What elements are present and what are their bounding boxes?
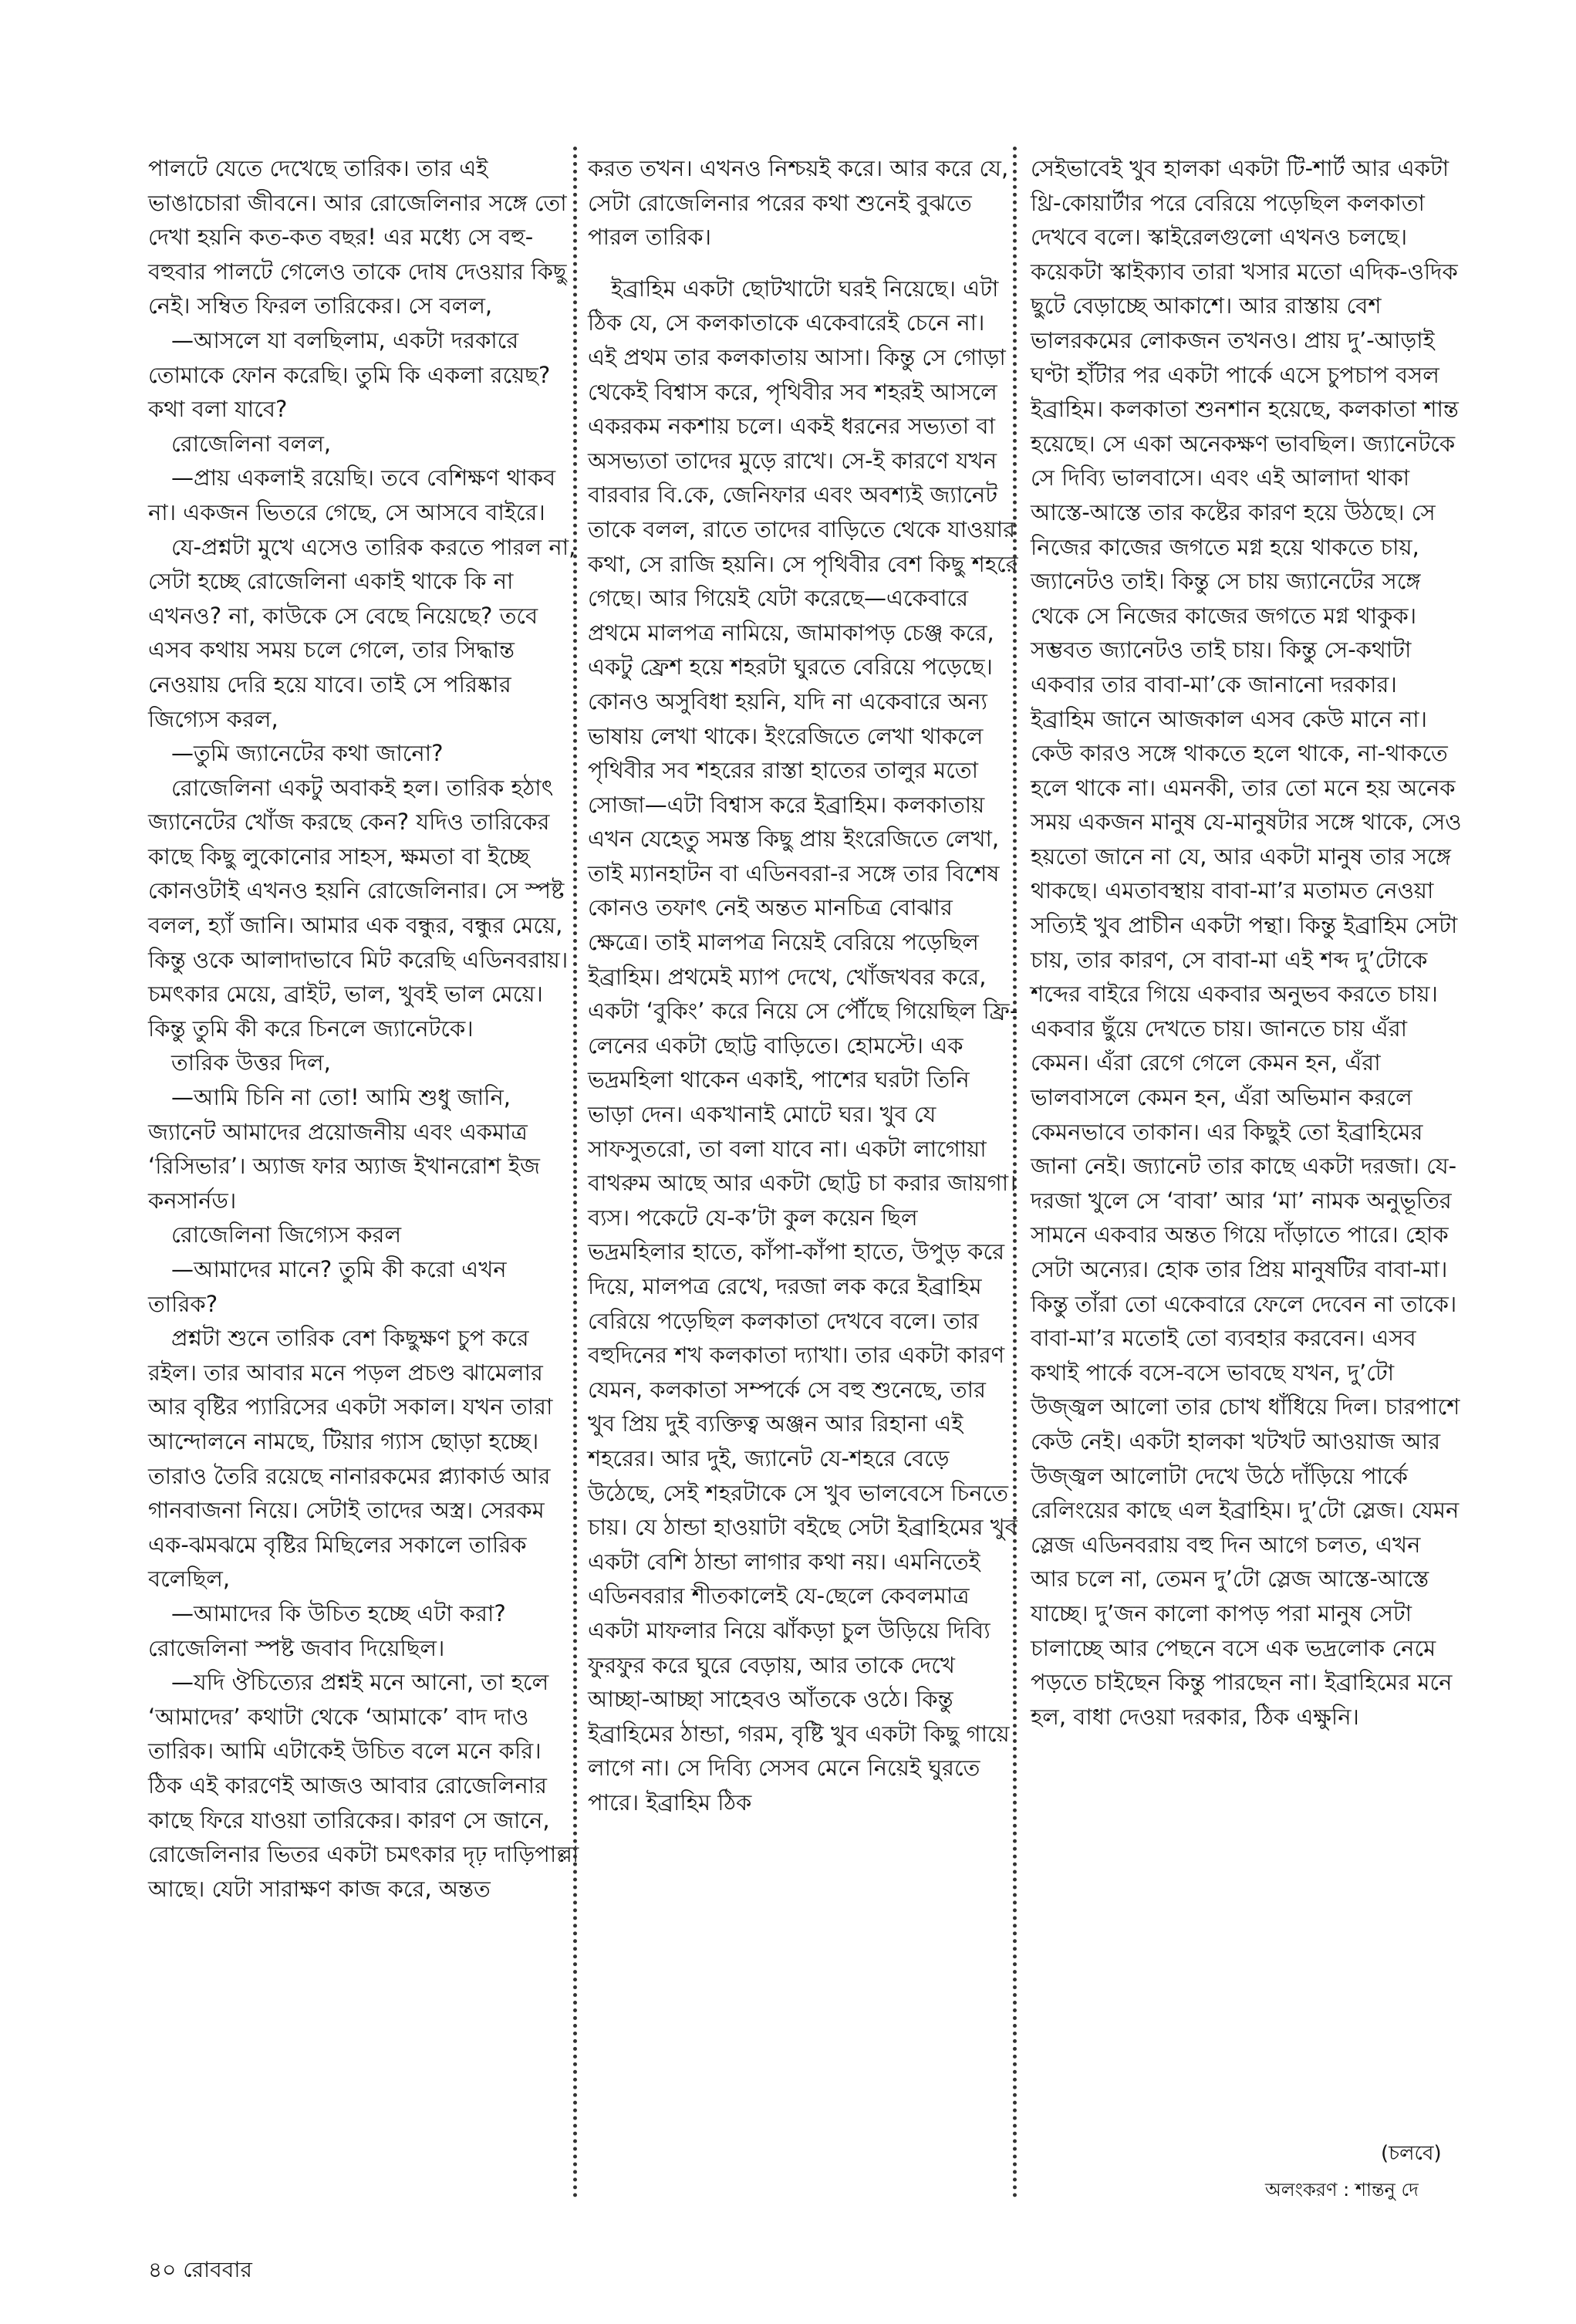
paragraph: রোজেলিনা বলল, xyxy=(171,430,332,457)
column-divider-1 xyxy=(573,147,577,2199)
paragraph: যে-প্রশ্নটা মুখে এসেও তারিক করতে পারল না, সেটা হচ্ছে রোজেলিনা একাই থাকে কি না এখনও? না, কাউকে সে বেছে নিয়েছে? তবে এসব কথায় সময় চলে গেলে, তার সিদ্ধান্ত নেওয়ায় দেরি হয়ে যাবে। তাই সে পরিষ্কার জিগ্যেস করল, xyxy=(148,533,576,732)
paragraph: প্রশ্নটা শুনে তারিক বেশ কিছুক্ষণ চুপ করে রইল। তার আবার মনে পড়ল প্রচণ্ড ঝামেলার আর বৃষ্টির প্যারিসের একটা সকাল। যখন তারা আন্দোলনে নামছে, টিয়ার গ্যাস ছোড়া হচ্ছে। তারাও তৈরি রয়েছে নানারকমের প্ল্যাকার্ড আর গানবাজনা নিয়ে। সেটাই তাদের অস্ত্র। সেরকম এক-ঝমঝমে বৃষ্টির মিছিলের সকালে তারিক বলেছিল, xyxy=(148,1325,553,1593)
paragraph: তারিক উত্তর দিল, xyxy=(171,1049,331,1076)
text-column-2 xyxy=(588,151,1020,1820)
paragraph: —যদি ঔচিত্যের প্রশ্নই মনে আনো, তা হলে ‘আমাদের’ কথাটা থেকে ‘আমাকে’ বাদ দাও তারিক। আমি এটাকেই উচিত বলে মনে করি। ঠিক এই কারণেই আজও আবার রোজেলিনার কাছে ফিরে যাওয়া তারিকের। কারণ সে জানে, রোজেলিনার ভিতর একটা চমৎকার দৃঢ় দাড়িপাল্লা আছে। যেটা সারাক্ষণ কাজ করে, অন্তত xyxy=(148,1669,579,1902)
paragraph: রোজেলিনা জিগ্যেস করল xyxy=(171,1221,402,1248)
paragraph: —আসলে যা বলছিলাম, একটা দরকারে তোমাকে ফোন করেছি। তুমি কি একলা রয়েছ? কথা বলা যাবে? xyxy=(148,326,551,423)
text-column-3 xyxy=(1031,151,1463,1734)
paragraph: ইব্রাহিম একটা ছোটখাটো ঘরই নিয়েছে। এটা ঠিক যে, সে কলকাতাকে একেবারেই চেনে না। এই প্রথম তার কলকাতায় আসা। কিন্তু সে গোড়া থেকেই বিশ্বাস করে, পৃথিবীর সব শহরই আসলে একরকম নকশায় চলে। একই ধরনের সভ্যতা বা অসভ্যতা তাদের মুড়ে রাখে। সে-ই কারণে যখন বারবার বি.কে, জেনিফার এবং অবশ্যই জ্যানেট তাকে বলল, রাতে তাদের বাড়িতে থেকে যাওয়ার কথা, সে রাজি হয়নি। সে পৃথিবীর বেশ কিছু শহরে গেছে। আর গিয়েই যেটা করেছে—একেবারে প্রথমে মালপত্র নামিয়ে, জামাকাপড় চেঞ্জ করে, একটু ফ্রেশ হয়ে শহরটা ঘুরতে বেরিয়ে পড়েছে। কোনও অসুবিধা হয়নি, যদি না একেবারে অন্য ভাষায় লেখা থাকে। ইংরেজিতে লেখা থাকলে পৃথিবীর সব শহরের রাস্তা হাতের তালুর মতো সোজা—এটা বিশ্বাস করে ইব্রাহিম। কলকাতায় এখন যেহেতু সমস্ত কিছু প্রায় ইংরেজিতে লেখা, তাই ম্যানহাটন বা এডিনবরা-র সঙ্গে তার বিশেষ কোনও তফাৎ নেই অন্তত মানচিত্র বোঝার ক্ষেত্রে। তাই মালপত্র নিয়েই বেরিয়ে পড়েছিল ইব্রাহিম। প্রথমেই ম্যাপ দেখে, খোঁজখবর করে, একটা ‘বুকিং’ করে নিয়ে সে পৌঁছে গিয়েছিল ফ্রি-লেনের একটা ছোট্ট বাড়িতে। হোমস্টে। এক ভদ্রমহিলা থাকেন একাই, পাশের ঘরটা তিনি ভাড়া দেন। একখানাই মোটে ঘর। খুব যে সাফসুতরো, তা বলা যাবে না। একটা লাগোয়া বাথরুম আছে আর একটা ছোট্ট চা করার জায়গা। ব্যস। পকেটে যে-ক’টা কুল কয়েন ছিল ভদ্রমহিলার হাতে, কাঁপা-কাঁপা হাতে, উপুড় করে দিয়ে, মালপত্র রেখে, দরজা লক করে ইব্রাহিম বেরিয়ে পড়েছিল কলকাতা দেখবে বলে। তার বহুদিনের শখ কলকাতা দ্যাখা। তার একটা কারণ যেমন, কলকাতা সম্পর্কে সে বহু শুনেছে, তার খুব প্রিয় দুই ব্যক্তিত্ব অঞ্জন আর রিহানা এই শহরের। আর দুই, জ্যানেট যে-শহরে বেড়ে উঠেছে, সেই শহরটাকে সে খুব ভালবেসে চিনতে চায়। যে ঠান্ডা হাওয়াটা বইছে সেটা ইব্রাহিমের খুব একটা বেশি ঠান্ডা লাগার কথা নয়। এমনিতেই এডিনবরার শীতকালেই যে-ছেলে কেবলমাত্র একটা মাফলার নিয়ে ঝাঁকড়া চুল উড়িয়ে দিব্যি ফুরফুর করে ঘুরে বেড়ায়, আর তাকে দেখে আচ্ছা-আচ্ছা সাহেবও আঁতকে ওঠে। কিন্তু ইব্রাহিমের ঠান্ডা, গরম, বৃষ্টি খুব একটা কিছু গায়ে লাগে না। সে দিব্যি সেসব মেনে নিয়েই ঘুরতে পারে। ইব্রাহিম ঠিক xyxy=(588,275,1018,1816)
paragraph: —প্রায় একলাই রয়েছি। তবে বেশিক্ষণ থাকব না। একজন ভিতরে গেছে, সে আসবে বাইরে। xyxy=(148,464,556,525)
paragraph: —আমি চিনি না তো! আমি শুধু জানি, জ্যানেট আমাদের প্রয়োজনীয় এবং একমাত্র ‘রিসিভার’। অ্যাজ ফার অ্যাজ ইখানরোশ ইজ কনসার্নড। xyxy=(148,1084,540,1214)
paragraph: করত তখন। এখনও নিশ্চয়ই করে। আর করে যে, সেটা রোজেলিনার পরের কথা শুনেই বুঝতে পারল তারিক। xyxy=(588,155,1009,251)
paragraph: রোজেলিনা একটু অবাকই হল। তারিক হঠাৎ জ্যানেটের খোঁজ করছে কেন? যদিও তারিকের কাছে কিছু লুকোনোর সাহস, ক্ষমতা বা ইচ্ছে কোনওটাই এখনও হয়নি রোজেলিনার। সে স্পষ্ট বলল, হ্যাঁ জানি। আমার এক বন্ধুর, বন্ধুর মেয়ে, কিন্তু ওকে আলাদাভাবে মিট করেছি এডিনবরায়। চমৎকার মেয়ে, ব্রাইট, ভাল, খুবই ভাল মেয়ে। কিন্তু তুমি কী করে চিনলে জ্যানেটকে। xyxy=(148,774,569,1042)
continued-note: (চলবে) xyxy=(1381,2142,1442,2165)
paragraph: —আমাদের মানে? তুমি কী করো এখন তারিক? xyxy=(148,1256,507,1317)
column-divider-2 xyxy=(1013,147,1017,2199)
paragraph: —আমাদের কি উচিত হচ্ছে এটা করা? রোজেলিনা স্পষ্ট জবাব দিয়েছিল। xyxy=(148,1599,506,1661)
text-column-1 xyxy=(148,151,580,1906)
paragraph: পালটে যেতে দেখেছে তারিক। তার এই ভাঙাচোরা জীবনে। আর রোজেলিনার সঙ্গে তো দেখা হয়নি কত-কত বছর! এর মধ্যে সে বহু-বহুবার পালটে গেলেও তাকে দোষ দেওয়ার কিছু নেই। সম্বিত ফিরল তারিকের। সে বলল, xyxy=(148,155,567,319)
illustration-credit: অলংকরণ : শান্তনু দে xyxy=(1265,2179,1419,2201)
page-folio: ৪০ রোববার xyxy=(148,2257,252,2282)
paragraph: —তুমি জ্যানেটের কথা জানো? xyxy=(171,740,444,767)
paragraph: সেইভাবেই খুব হালকা একটা টি-শার্ট আর একটা থ্রি-কোয়ার্টার পরে বেরিয়ে পড়েছিল কলকাতা দেখবে বলে। স্কাইরেলগুলো এখনও চলছে। কয়েকটা স্কাইক্যাব তারা খসার মতো এদিক-ওদিক ছুটে বেড়াচ্ছে আকাশে। আর রাস্তায় বেশ ভালরকমের লোকজন তখনও। প্রায় দু’-আড়াই ঘণ্টা হাঁটার পর একটা পার্কে এসে চুপচাপ বসল ইব্রাহিম। কলকাতা শুনশান হয়েছে, কলকাতা শান্ত হয়েছে। সে একা অনেকক্ষণ ভাবছিল। জ্যানেটকে সে দিব্যি ভালবাসে। এবং এই আলাদা থাকা আস্তে-আস্তে তার কষ্টের কারণ হয়ে উঠছে। সে নিজের কাজের জগতে মগ্ন হয়ে থাকতে চায়, জ্যানেটও তাই। কিন্তু সে চায় জ্যানেটের সঙ্গে থেকে সে নিজের কাজের জগতে মগ্ন থাকুক। সম্ভবত জ্যানেটও তাই চায়। কিন্তু সে-কথাটা একবার তার বাবা-মা’কে জানানো দরকার। ইব্রাহিম জানে আজকাল এসব কেউ মানে না। কেউ কারও সঙ্গে থাকতে হলে থাকে, না-থাকতে হলে থাকে না। এমনকী, তার তো মনে হয় অনেক সময় একজন মানুষ যে-মানুষটার সঙ্গে থাকে, সেও হয়তো জানে না যে, আর একটা মানুষ তার সঙ্গে থাকছে। এমতাবস্থায় বাবা-মা’র মতামত নেওয়া সত্যিই খুব প্রাচীন একটা পন্থা। কিন্তু ইব্রাহিম সেটা চায়, তার কারণ, সে বাবা-মা এই শব্দ দু’টোকে শব্দের বাইরে গিয়ে একবার অনুভব করতে চায়। একবার ছুঁয়ে দেখতে চায়। জানতে চায় এঁরা কেমন। এঁরা রেগে গেলে কেমন হন, এঁরা ভালবাসলে কেমন হন, এঁরা অভিমান করলে কেমনভাবে তাকান। এর কিছুই তো ইব্রাহিমের জানা নেই। জ্যানেট তার কাছে একটা দরজা। যে-দরজা খুলে সে ‘বাবা’ আর ‘মা’ নামক অনুভূতির সামনে একবার অন্তত গিয়ে দাঁড়াতে পারে। হোক সেটা অন্যের। হোক তার প্রিয় মানুষটির বাবা-মা। কিন্তু তাঁরা তো একেবারে ফেলে দেবেন না তাকে। বাবা-মা’র মতোই তো ব্যবহার করবেন। এসব কথাই পার্কে বসে-বসে ভাবছে যখন, দু’টো উজ্জ্বল আলো তার চোখ ধাঁধিয়ে দিল। চারপাশে কেউ নেই। একটা হালকা খটখট আওয়াজ আর উজ্জ্বল আলোটা দেখে উঠে দাঁড়িয়ে পার্কে রেলিংয়ের কাছে এল ইব্রাহিম। দু’টো স্লেজ। যেমন স্লেজ এডিনবরায় বহু দিন আগে চলত, এখন আর চলে না, তেমন দু’টো স্লেজ আস্তে-আস্তে যাচ্ছে। দু’জন কালো কাপড় পরা মানুষ সেটা চালাচ্ছে আর পেছনে বসে এক ভদ্রলোক নেমে পড়তে চাইছেন কিন্তু পারছেন না। ইব্রাহিমের মনে হল, বাধা দেওয়া দরকার, ঠিক এক্ষুনি। xyxy=(1031,155,1462,1730)
